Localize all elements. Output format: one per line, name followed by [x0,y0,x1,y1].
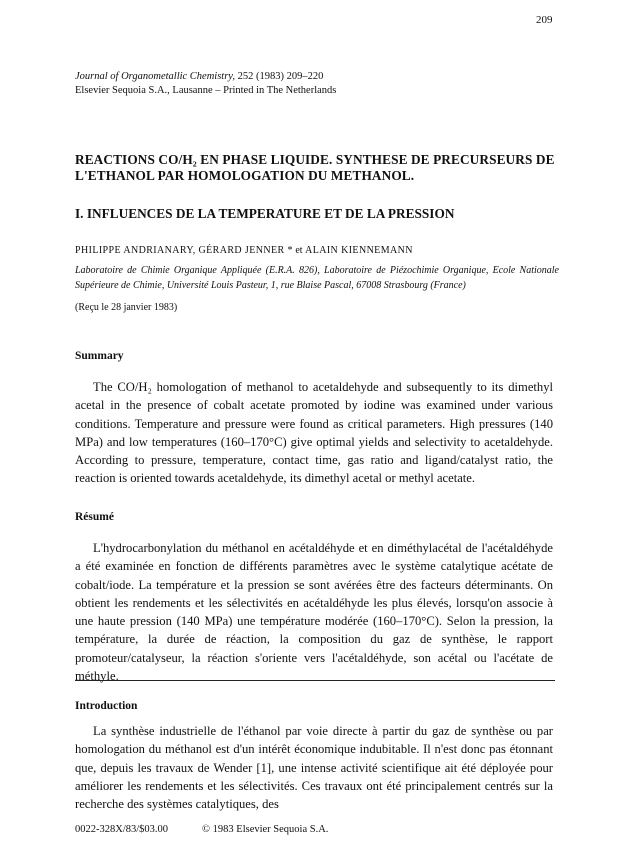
publisher-line: Elsevier Sequoia S.A., Lausanne – Printed in The Netherlands [75,85,337,96]
resume-text: L'hydrocarbonylation du méthanol en acétaldéhyde et en diméthylacétal de l'acétaldéhyde a été examinée en fonction de différents paramètres avec le système catalytique acétate de cobalt/iode. La température et la pression se sont avérées être des facteurs déterminants. On obtient les rendements et les sélectivités en acétaldéhyde les plus élevés, lorsqu'on associe à une haute pression (140 MPa) une température modérée (160–170°C). Selon la pression, la température, la durée de réaction, la composition du gaz de synthèse, le rapport promoteur/catalyseur, la réaction s'oriente vers l'acétaldéhyde, son acétal ou l'acétate de méthyle. [75,541,553,684]
journal-citation: 252 (1983) 209–220 [235,71,324,82]
received-date: (Reçu le 28 janvier 1983) [75,302,178,313]
journal-citation-line [75,70,336,84]
summary-text: The CO/H₂ homologation of methanol to acetaldehyde and subsequently to its dimethyl acetal in the presence of cobalt acetate promoted by iodine was examined under various conditions. Temperature and pressure were found as critical parameters. High pressures (140 MPa) and low temperatures (160–170°C) give optimal yields and selectivity to acetaldehyde. According to pressure, temperature, contact time, gas ratio and ligand/catalyst ratio, the reaction is oriented towards acetaldehyde, its dimethyl acetal or methyl acetate. [75,380,553,486]
paper-subtitle: I. INFLUENCES DE LA TEMPERATURE ET DE LA PRESSION [75,206,455,221]
authors-last: ALAIN KIENNEMANN [305,245,413,256]
footer-copyright: © 1983 Elsevier Sequoia S.A. [202,824,329,835]
authors-conjunction: et [292,245,306,256]
section-divider [75,680,555,681]
footer [75,824,328,835]
footer-code: 0022-328X/83/$03.00 [75,824,169,835]
summary-heading: Summary [75,350,124,362]
introduction-heading: Introduction [75,700,138,712]
author-list [75,245,413,256]
journal-header [75,70,336,98]
page-number: 209 [536,14,553,26]
journal-name: Journal of Organometallic Chemistry, [75,71,236,82]
authors-main: PHILIPPE ANDRIANARY, GÉRARD JENNER * [75,245,293,256]
resume-heading: Résumé [75,511,114,523]
paper-title: REACTIONS CO/H₂ EN PHASE LIQUIDE. SYNTHESE DE PRECURSEURS DE L'ETHANOL PAR HOMOLOGATION DU METHANOL. [75,152,555,183]
introduction-text: La synthèse industrielle de l'éthanol par voie directe à partir du gaz de synthèse ou par homologation du méthanol est d'un intérêt économique indubitable. Il n'est donc pas étonnant que, depuis les travaux de Wender [1], une intense activité scientifique ait été déployée pour améliorer les rendements et les sélectivités. Ces travaux ont été principalement centrés sur la recherche des systèmes catalytiques, des [75,724,553,812]
affiliation: Laboratoire de Chimie Organique Appliquée (E.R.A. 826), Laboratoire de Piézochimie Organique, Ecole Nationale Supérieure de Chimie, Université Louis Pasteur, 1, rue Blaise Pascal, 67008 Strasbourg (France) [75,265,559,291]
